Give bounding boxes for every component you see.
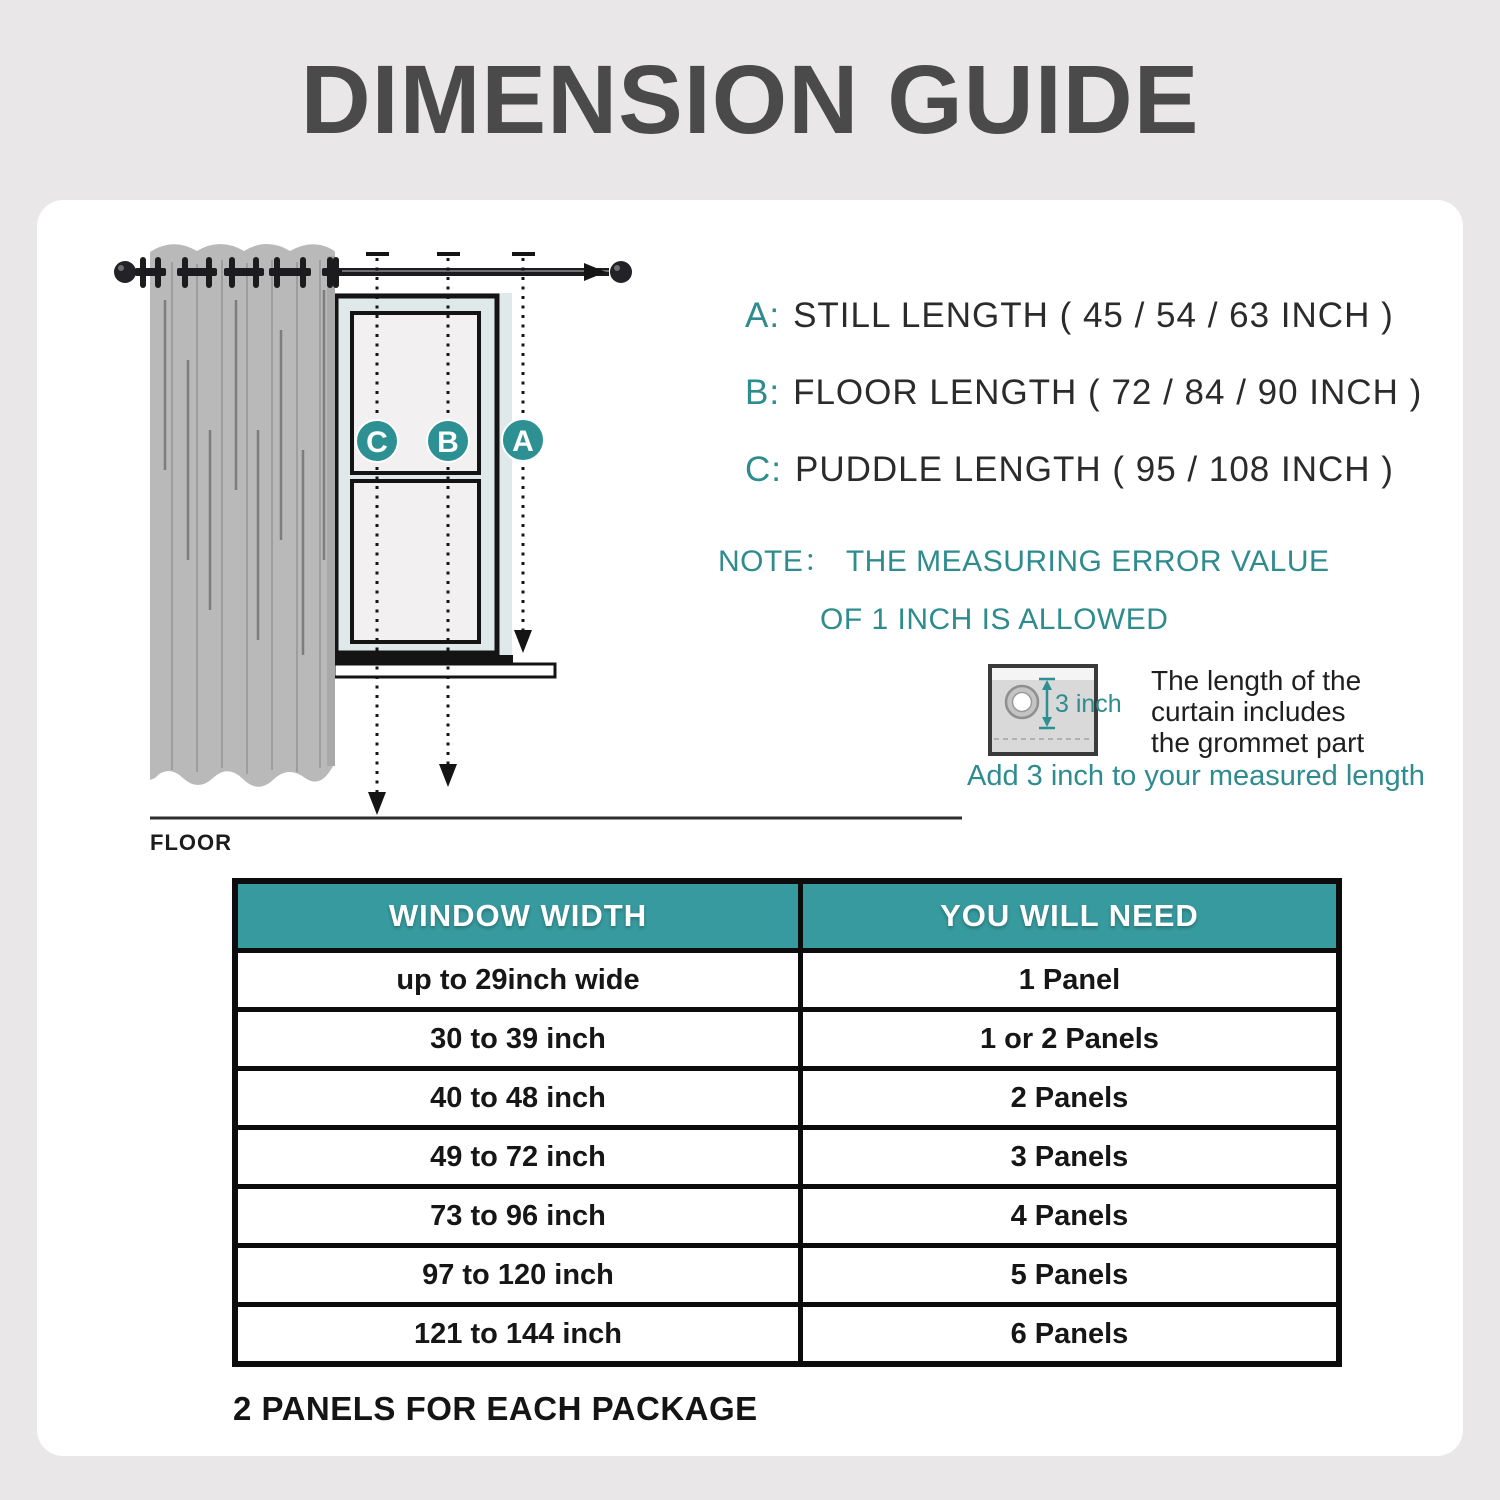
note-label: NOTE： (718, 545, 834, 578)
window-icon (333, 293, 512, 660)
legend-text-b: FLOOR LENGTH ( 72 / 84 / 90 INCH ) (793, 373, 1423, 412)
header-you-will-need: YOU WILL NEED (798, 884, 1336, 948)
window-sill (333, 655, 555, 677)
header-window-width: WINDOW WIDTH (238, 884, 798, 948)
legend-key-b: B: (745, 373, 781, 412)
grommet-desc-line-3: the grommet part (1151, 727, 1365, 758)
cell-width: 30 to 39 inch (238, 1012, 798, 1066)
cell-panels: 6 Panels (798, 1307, 1336, 1361)
cell-width: up to 29inch wide (238, 953, 798, 1007)
cell-panels: 3 Panels (798, 1130, 1336, 1184)
cell-width: 97 to 120 inch (238, 1248, 798, 1302)
marker-b-label: B (437, 426, 459, 459)
marker-a (502, 419, 544, 461)
cell-width: 73 to 96 inch (238, 1189, 798, 1243)
cell-width: 121 to 144 inch (238, 1307, 798, 1361)
legend-key-c: C: (745, 450, 782, 489)
legend-row-c (745, 450, 1422, 527)
marker-c-label: C (366, 426, 388, 459)
table-row (238, 1302, 1336, 1361)
marker-b (427, 420, 469, 462)
legend-key-a: A: (745, 296, 781, 335)
table-row (238, 1066, 1336, 1125)
add-three-inch-tip: Add 3 inch to your measured length (967, 760, 1425, 792)
cell-panels: 5 Panels (798, 1248, 1336, 1302)
table-header-row (238, 884, 1336, 948)
marker-c (356, 420, 398, 462)
legend-text-a: STILL LENGTH ( 45 / 54 / 63 INCH ) (793, 296, 1394, 335)
cell-panels: 1 Panel (798, 953, 1336, 1007)
table-row (238, 1184, 1336, 1243)
panel-size-table (232, 878, 1342, 1367)
three-inch-label: 3 inch (1055, 690, 1122, 718)
cell-panels: 2 Panels (798, 1071, 1336, 1125)
grommet-ring-icon (1006, 686, 1038, 718)
grommet-desc-line-2: curtain includes (1151, 696, 1346, 727)
grommet-description (1151, 665, 1364, 758)
content-card (37, 200, 1463, 1456)
length-legend (745, 296, 1422, 527)
page-title: DIMENSION GUIDE (300, 45, 1200, 154)
cell-panels: 4 Panels (798, 1189, 1336, 1243)
cell-width: 49 to 72 inch (238, 1130, 798, 1184)
grommet-detail-figure (983, 655, 1128, 760)
table-row (238, 1125, 1336, 1184)
grommet-desc-line-1: The length of the (1151, 665, 1362, 696)
measuring-note (718, 536, 1330, 637)
note-line-1 (718, 536, 1330, 580)
table-row (238, 1007, 1336, 1066)
legend-row-b (745, 373, 1422, 450)
legend-row-a (745, 296, 1422, 373)
cell-width: 40 to 48 inch (238, 1071, 798, 1125)
note-text-2: OF 1 INCH IS ALLOWED (820, 603, 1169, 636)
cell-panels: 1 or 2 Panels (798, 1012, 1336, 1066)
package-note: 2 PANELS FOR EACH PACKAGE (233, 1390, 758, 1427)
marker-a-label: A (512, 425, 534, 458)
legend-text-c: PUDDLE LENGTH ( 95 / 108 INCH ) (795, 450, 1394, 489)
note-text-1: THE MEASURING ERROR VALUE (845, 545, 1330, 578)
table-row (238, 948, 1336, 1007)
floor-label: FLOOR (150, 830, 232, 855)
table-row (238, 1243, 1336, 1302)
curtain-panel-icon (150, 244, 335, 787)
